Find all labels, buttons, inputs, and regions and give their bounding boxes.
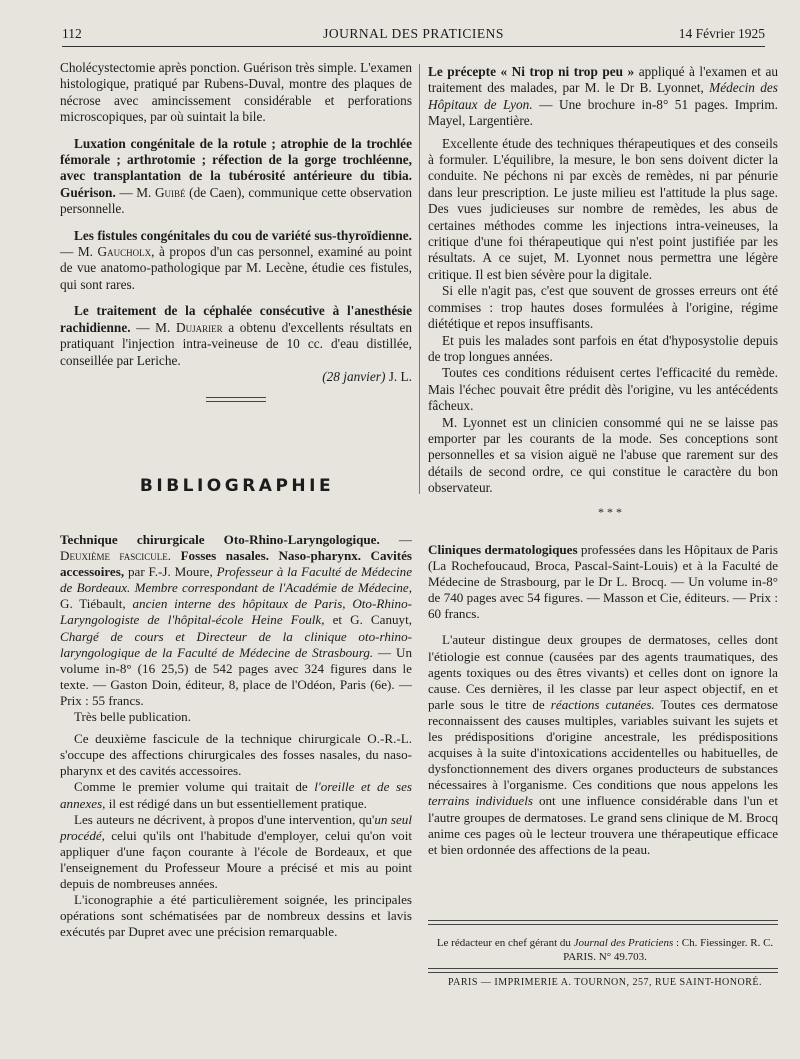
paragraph: Excellente étude des techniques thérapeutiques et des conseils à formuler. L'équilibre, la mesure, le bon sens doivent dicter la conduite. Ne péchons ni par excès de remèdes, ni par pénurie dans leur prescription. Le juste milieu est l'attitude la plus sage. Des vues judicieuses sur nombre de remèdes, les abus de certaines méthodes comme les injections intra-veineuses, la critique d'une foi thérapeutique qui n'est point justifiée par les résultats. A ce sujet, M. Lyonnet nous permettra une légère critique. Il est bien sévère pour la digitale.: [428, 135, 778, 282]
signature: J. L.: [388, 368, 412, 384]
paragraph: [428, 64, 778, 130]
publication-info: — Une brochure in-8° 51 pages. Imprim. Mayel, Largentière.: [428, 96, 778, 129]
publication-info: professées dans les Hôpitaux de Paris (La Rochefoucaud, Broca, Pascal-Saint-Louis) et à la Faculté de Médecine de Strasbourg, par le Dr L. Brocq. — Un volume in-8° de 740 pages avec 54 figures. — Masson et Cie, éditeurs. — Prix : 60 francs.: [428, 542, 778, 622]
emphasis: un seul procédé,: [60, 811, 412, 843]
journal-title: JOURNAL DES PRATICIENS: [323, 26, 504, 41]
emphasis: l'oreille et de ses annexes,: [60, 779, 412, 811]
book-title: Technique chirurgicale Oto-Rhino-Laryngologique.: [60, 532, 380, 547]
item-title: Le traitement de la céphalée consécutive à l'anesthésie rachidienne.: [60, 303, 412, 335]
author-name: M. Guibé: [136, 184, 186, 200]
paragraph: Si elle n'agit pas, c'est que souvent de grosses erreurs ont été commises : trop hautes doses formulées à l'origine, régime diététique et repos insuffisants.: [428, 283, 778, 332]
paragraph-text: il est rédigé dans un but essentiellement pratique.: [108, 795, 367, 811]
paragraph: Ce deuxième fascicule de la technique chirurgicale O.-R.-L. s'occupe des affections chirurgicales des fosses nasales, du naso-pharynx et des cavités accessoires.: [60, 731, 412, 779]
paragraph: [60, 779, 412, 811]
paragraph-text: Comme le premier volume qui traitait de: [74, 779, 308, 795]
paragraph-text: Toutes ces dermatose reconnaissent des causes multiples, variables suivant les sujets et les prédispositions d'origine ancestrale, les prédispositions acquises à la suite d'intoxications accidentelles ou habituelles, de dysfonctionnement des divers organes producteurs de substances nécessaires à l'organisme. Ces conditions que nous appelons les: [428, 696, 778, 793]
paragraph: Toutes ces conditions réduisent certes l'efficacité du remède. Mais l'échec pouvait être prédit dès l'origine, vu les antécédents fâcheux.: [428, 365, 778, 414]
section-title: BIBLIOGRAPHIE: [139, 476, 335, 496]
paragraph: [60, 532, 412, 709]
issue-date: 14 Février 1925: [678, 26, 765, 41]
paragraph-text: à propos d'un cas personnel, examiné au point de vue anatomo-pathologique par M. Lecène, étudie ces fistules, qui sont rares.: [60, 244, 412, 292]
paragraph: [428, 542, 778, 622]
author-name: G. Tiébault,: [60, 596, 126, 612]
author-role: Chargé de cours et Directeur de la clinique oto-rhino-laryngologique de la Faculté de Médecine de Strasbourg.: [60, 628, 412, 660]
editor-note-text: : Ch. Fiessinger. R. C. PARIS. N° 49.703.: [563, 937, 774, 963]
page-number: 112: [62, 26, 82, 41]
journal-name: Journal des Praticiens: [573, 937, 674, 949]
author-line: par F.-J. Moure,: [127, 564, 213, 580]
item-title: Le précepte « Ni trop ni trop peu »: [428, 64, 635, 79]
emphasis: réactions cutanées.: [550, 696, 655, 712]
emphasis: terrains individuels: [428, 793, 533, 809]
paragraph-text: a obtenu d'excellents résultats en pratiquant l'injection intra-veineuse de 10 cc. d'eau distillée, conseillée par Leriche.: [60, 319, 412, 368]
column-divider: [419, 64, 420, 494]
right-column-top: [428, 64, 778, 497]
author-name: et G. Canuyt,: [332, 612, 413, 628]
signature-line: [60, 369, 412, 385]
paragraph-text: L'auteur distingue deux groupes de dermatoses, celles dont l'étiologie est connue (causées par des agents traumatiques, des agents toxiques ou des êtres vivants) et celles dont on ignore la cause. Ces dernières, il les classe par leur aspect objectif, en et parle sous le titre de: [428, 632, 778, 712]
item-title: Les fistules congénitales du cou de variété sus-thyroïdienne.: [74, 227, 412, 243]
separator-rule: [206, 397, 266, 402]
left-column-top: [60, 60, 412, 402]
editor-note-text: Le rédacteur en chef gérant du: [436, 937, 571, 949]
paragraph: [428, 632, 778, 857]
bibliography-entry: [60, 532, 412, 940]
running-header: [62, 24, 765, 47]
printer-imprint: PARIS — IMPRIMERIE A. TOURNON, 257, RUE SAINT-HONORÉ.: [447, 977, 763, 988]
publication-info: — Un volume in-8° (16 25,5) de 542 pages avec 324 figures dans le texte. — Gaston Doin, éditeur, 8, place de l'Odéon, Paris (6e). — Prix : 55 francs.: [60, 644, 413, 708]
author-role: Professeur à la Faculté de Médecine de Bordeaux. Membre correspondant de l'Académie de Médecine,: [60, 564, 413, 596]
paragraph-text: celui qu'ils ont l'habitude d'employer, celui qu'on voit appliquer d'une façon courante à l'école de Bordeaux, et que l'enseignement du Professeur Moure a précisé et mis au point depuis de nombreuses années.: [60, 827, 412, 891]
author-role: ancien interne des hôpitaux de Paris, Oto-Rhino-Laryngologiste de l'hôpital-école Heine Foulk,: [60, 596, 412, 628]
right-column-bottom: [428, 542, 778, 858]
paragraph: Le traitement de la céphalée consécutive à l'anesthésie rachidienne. — M. Dujarier a obtenu d'excellents résultats en pratiquant l'injection intra-veineuse de 10 cc. d'eau distillée, conseillée par Leriche.: [60, 303, 412, 368]
paragraph: Cholécystectomie après ponction. Guérison très simple. L'examen histologique, pratiqué par Rubens-Duval, montre des plaques de nécrose avec amincissement considérable et perforations microscopiques, par où suintait la bile.: [60, 60, 412, 125]
book-part: — Deuxième fascicule.: [60, 532, 412, 564]
footer-rule-bottom: [428, 968, 778, 973]
paragraph: L'iconographie a été particulièrement soignée, les principales opérations sont schématisées par de nombreux dessins et lavis exécutés par Dupret avec une précision remarquable.: [60, 892, 412, 940]
author-role: Médecin des Hôpitaux de Lyon.: [428, 80, 778, 112]
editor-note: [430, 936, 780, 964]
footer-rule-top: [428, 920, 778, 925]
signature-date: (28 janvier): [322, 368, 386, 384]
paragraph: Et puis les malades sont parfois en état d'hyposystolie depuis de trop longues années.: [428, 332, 778, 364]
paragraph: [60, 812, 412, 892]
paragraph-text: (de Caen), communique cette observation personnelle.: [60, 184, 413, 217]
paragraph: Luxation congénitale de la rotule ; atrophie de la trochlée fémorale ; arthrotomie ; réfection de la gorge trochléenne, avec transplantation de la tubérosité antérieure du tibia. Guérison. — M. Guibé (de Caen), communique cette observation personnelle.: [60, 135, 413, 217]
book-subtitle: Fosses nasales. Naso-pharynx. Cavités accessoires,: [60, 548, 412, 580]
paragraph: Les fistules congénitales du cou de variété sus-thyroïdienne. — M. Gaucholx, à propos d'un cas personnel, examiné au point de vue anatomo-pathologique par M. Lecène, étudie ces fistules, qui sont rares.: [60, 227, 412, 292]
paragraph-text: appliqué à l'examen et au traitement des malades, par M. le Dr B. Lyonnet,: [428, 64, 778, 96]
author-name: M. Dujarier: [155, 319, 223, 335]
review-note: Très belle publication.: [74, 709, 191, 725]
asterism: * * *: [598, 505, 622, 519]
paragraph-text: Les auteurs ne décrivent, à propos d'une intervention, qu': [74, 811, 375, 827]
author-name: M. Gaucholx,: [77, 244, 155, 260]
paragraph-text: ont une influence considérable dans l'un et l'autre groupes de dermatoses. Le grand sens clinique de M. Brocq anime ces pages où le lecteur trouvera une thérapeutique efficace et bien ordonnée des affections de la peau.: [428, 793, 778, 857]
paragraph: M. Lyonnet est un clinicien consommé qui ne se laisse pas emporter par les courants de la mode. Ses conceptions sont personnelles et sa vision aiguë ne l'abuse que rarement sur des détails de second ordre, ce qui constitue le caractère du bon observateur.: [428, 414, 778, 496]
item-title: Luxation congénitale de la rotule ; atrophie de la trochlée fémorale ; arthrotomie ; réfection de la gorge trochléenne, avec transplantation de la tubérosité antérieure du tibia. Guérison.: [60, 135, 412, 200]
book-title: Cliniques dermatologiques: [428, 542, 578, 557]
